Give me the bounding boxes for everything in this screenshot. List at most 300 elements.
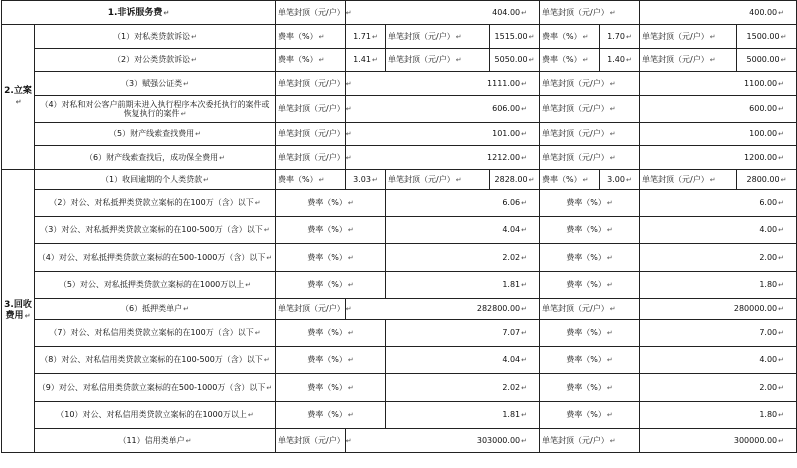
right-label-cell <box>540 1 640 25</box>
paragraph-mark-icon: ↵ <box>521 199 527 207</box>
paragraph-mark-icon: ↵ <box>609 8 616 17</box>
table-row <box>2 146 797 170</box>
left-label-cell-text: 单笔封顶（元/户） <box>278 152 345 162</box>
left-cap-cell-text: 5050.00 <box>494 55 528 64</box>
left-rate-cell <box>386 190 540 217</box>
left-rate-label-cell-text: 费率（%） <box>307 410 347 419</box>
paragraph-mark-icon: ↵ <box>780 32 787 41</box>
left-value-cell <box>346 72 540 96</box>
item-name-cell <box>35 96 276 123</box>
paragraph-mark-icon: ↵ <box>318 175 325 184</box>
right-label-cell <box>540 96 640 123</box>
item-name-cell <box>35 374 276 402</box>
left-rate-cell-text: 2.02 <box>502 252 521 262</box>
paragraph-mark-icon: ↵ <box>609 105 616 113</box>
left-rate-label-cell <box>276 347 386 374</box>
paragraph-mark-icon: ↵ <box>778 253 785 262</box>
left-rate-label-cell <box>276 25 346 49</box>
item-name-cell <box>35 429 276 453</box>
item-name-cell-text: （11）信用类单户 <box>118 435 185 445</box>
paragraph-mark-icon: ↵ <box>780 175 787 184</box>
left-value-cell-text: 303000.00 <box>476 435 521 445</box>
left-rate-cell <box>346 49 386 72</box>
right-cap-cell <box>737 170 797 190</box>
right-rate-label-cell <box>540 374 640 402</box>
paragraph-mark-icon: ↵ <box>778 329 785 337</box>
left-label-cell <box>276 123 352 146</box>
right-rate-label-cell-text: 费率（%） <box>566 382 606 392</box>
paragraph-mark-icon: ↵ <box>606 226 613 234</box>
right-rate-cell <box>640 320 797 347</box>
paragraph-mark-icon: ↵ <box>709 56 716 64</box>
item-name-cell <box>35 320 276 347</box>
item-name-cell <box>35 25 276 49</box>
paragraph-mark-icon: ↵ <box>245 281 252 289</box>
right-rate-cell <box>640 244 797 272</box>
left-rate-label-cell <box>276 402 386 429</box>
left-value-cell-text: 101.00 <box>492 129 521 138</box>
item-name-cell-text: （3）对公、对私抵押类贷款立案标的在100-500万（含）以下 <box>40 225 263 234</box>
paragraph-mark-icon: ↵ <box>347 281 354 289</box>
right-rate-cell-text: 6.00 <box>759 198 778 207</box>
item-name-cell <box>35 72 276 96</box>
left-rate-label-cell <box>276 49 346 72</box>
left-label-cell <box>276 299 352 320</box>
left-rate-cell-text: 1.71 <box>353 31 371 41</box>
table-row <box>2 347 797 374</box>
left-label-cell-text: 单笔封顶（元/户） <box>278 104 345 113</box>
item-name-cell-text: （3）赋强公证类 <box>121 78 183 88</box>
item-name-cell-text: （9）对公、对私信用类贷款立案标的在500-1000万（含）以下 <box>37 382 266 392</box>
paragraph-mark-icon: ↵ <box>219 153 225 162</box>
left-cap-label-cell-text: 单笔封顶（元/户） <box>388 174 455 184</box>
right-rate-label-cell-text: 费率（%） <box>542 174 582 184</box>
right-rate-label-cell-text: 费率（%） <box>542 55 582 64</box>
paragraph-mark-icon: ↵ <box>24 312 31 320</box>
paragraph-mark-icon: ↵ <box>15 98 22 106</box>
left-value-cell <box>346 299 540 320</box>
paragraph-mark-icon: ↵ <box>455 175 462 184</box>
right-value-cell <box>640 146 797 170</box>
paragraph-mark-icon: ↵ <box>318 32 325 41</box>
right-label-cell <box>540 429 640 453</box>
item-name-cell-text: （10）对公、对私信用类贷款立案标的在1000万以上 <box>56 410 247 419</box>
paragraph-mark-icon: ↵ <box>347 383 354 392</box>
left-rate-label-cell <box>276 190 386 217</box>
item-name-cell <box>35 272 276 299</box>
paragraph-mark-icon: ↵ <box>191 56 197 64</box>
left-rate-label-cell-text: 费率（%） <box>307 355 347 364</box>
paragraph-mark-icon: ↵ <box>455 56 462 64</box>
paragraph-mark-icon: ↵ <box>347 329 354 337</box>
group-3-label <box>2 170 35 453</box>
left-rate-label-cell-text: 费率（%） <box>278 174 318 184</box>
right-rate-cell <box>640 347 797 374</box>
paragraph-mark-icon: ↵ <box>609 436 616 445</box>
left-label-cell <box>276 1 352 25</box>
paragraph-mark-icon: ↵ <box>371 32 378 41</box>
table-row <box>2 299 797 320</box>
left-label-cell-text: 单笔封顶（元/户） <box>278 7 345 17</box>
paragraph-mark-icon: ↵ <box>521 281 527 289</box>
paragraph-mark-icon: ↵ <box>778 383 785 392</box>
right-rate-label-cell <box>540 170 600 190</box>
paragraph-mark-icon: ↵ <box>609 79 616 88</box>
right-cap-cell <box>737 25 797 49</box>
item-name-cell <box>35 146 276 170</box>
table-row <box>2 429 797 453</box>
paragraph-mark-icon: ↵ <box>606 383 613 392</box>
table-row <box>2 170 797 190</box>
paragraph-mark-icon: ↵ <box>606 411 613 419</box>
paragraph-mark-icon: ↵ <box>521 383 527 392</box>
left-rate-label-cell <box>276 272 386 299</box>
left-label-cell <box>276 96 352 123</box>
left-label-cell <box>276 429 352 453</box>
left-rate-label-cell-text: 费率（%） <box>307 328 347 337</box>
right-cap-cell-text: 1500.00 <box>746 31 780 41</box>
paragraph-mark-icon: ↵ <box>521 253 527 262</box>
right-rate-label-cell-text: 费率（%） <box>566 225 606 234</box>
paragraph-mark-icon: ↵ <box>347 253 354 262</box>
left-rate-label-cell-text: 费率（%） <box>307 252 347 262</box>
left-cap-cell <box>490 49 540 72</box>
paragraph-mark-icon: ↵ <box>521 356 527 364</box>
item-name-cell-text: （4）对公、对私抵押类贷款立案标的在500-1000万（含）以下 <box>37 252 266 262</box>
right-label-cell-text: 单笔封顶（元/户） <box>542 129 609 138</box>
right-rate-cell <box>600 170 640 190</box>
paragraph-mark-icon: ↵ <box>263 226 270 234</box>
left-value-cell-text: 404.00 <box>492 7 521 17</box>
right-rate-cell-text: 2.00 <box>759 252 778 262</box>
right-value-cell-text: 100.00 <box>749 129 778 138</box>
paragraph-mark-icon: ↵ <box>521 436 527 445</box>
right-value-cell-text: 280000.00 <box>733 304 778 313</box>
left-rate-label-cell <box>276 320 386 347</box>
left-rate-label-cell-text: 费率（%） <box>307 382 347 392</box>
item-name-cell <box>35 299 276 320</box>
table-row <box>2 217 797 244</box>
paragraph-mark-icon: ↵ <box>345 130 352 138</box>
right-rate-cell <box>640 190 797 217</box>
left-label-cell-text: 单笔封顶（元/户） <box>278 78 345 88</box>
paragraph-mark-icon: ↵ <box>521 411 527 419</box>
right-rate-label-cell-text: 费率（%） <box>566 410 606 419</box>
right-label-cell-text: 单笔封顶（元/户） <box>542 78 609 88</box>
group-2-label <box>2 25 35 170</box>
fee-table <box>1 0 797 453</box>
paragraph-mark-icon: ↵ <box>778 153 785 162</box>
paragraph-mark-icon: ↵ <box>606 356 613 364</box>
item-name-cell-text: （5）财产线索查找费用 <box>109 129 195 138</box>
left-rate-label-cell-text: 费率（%） <box>278 55 318 64</box>
paragraph-mark-icon: ↵ <box>266 253 273 262</box>
table-row <box>2 190 797 217</box>
right-cap-cell <box>737 49 797 72</box>
table-row <box>2 49 797 72</box>
paragraph-mark-icon: ↵ <box>709 175 716 184</box>
paragraph-mark-icon: ↵ <box>371 175 378 184</box>
right-rate-cell-text: 1.80 <box>759 410 778 419</box>
right-rate-cell <box>640 374 797 402</box>
left-label-cell-text: 单笔封顶（元/户） <box>278 304 345 313</box>
paragraph-mark-icon: ↵ <box>347 411 354 419</box>
left-cap-label-cell <box>386 49 490 72</box>
right-label-cell <box>540 72 640 96</box>
left-rate-label-cell-text: 费率（%） <box>307 225 347 234</box>
left-value-cell <box>346 1 540 25</box>
item-name-cell-text: （8）对公、对私信用类贷款立案标的在100-500万（含）以下 <box>40 355 263 364</box>
paragraph-mark-icon: ↵ <box>345 153 352 162</box>
right-rate-label-cell <box>540 217 640 244</box>
item-name-cell <box>35 402 276 429</box>
item-name-cell-text: （1）收回逾期的个人类贷款 <box>101 174 203 184</box>
paragraph-mark-icon: ↵ <box>606 199 613 207</box>
paragraph-mark-icon: ↵ <box>521 226 527 234</box>
paragraph-mark-icon: ↵ <box>318 56 325 64</box>
right-value-cell-text: 300000.00 <box>733 435 778 445</box>
paragraph-mark-icon: ↵ <box>455 32 462 41</box>
paragraph-mark-icon: ↵ <box>609 153 616 162</box>
group-3-label-text: 3.回收费用 <box>4 300 32 321</box>
left-rate-cell <box>386 374 540 402</box>
paragraph-mark-icon: ↵ <box>606 329 613 337</box>
paragraph-mark-icon: ↵ <box>521 105 527 113</box>
right-rate-cell-text: 4.00 <box>759 225 778 234</box>
right-cap-cell-text: 2800.00 <box>746 174 780 184</box>
item-name-cell-text: （7）对公、对私信用类贷款立案标的在100万（含）以下 <box>49 328 254 337</box>
left-value-cell <box>346 96 540 123</box>
right-cap-label-cell <box>640 170 737 190</box>
paragraph-mark-icon: ↵ <box>371 56 378 64</box>
paragraph-mark-icon: ↵ <box>191 32 197 41</box>
item-name-cell-text: （2）对公类贷款诉讼 <box>113 55 191 64</box>
left-rate-cell <box>386 320 540 347</box>
right-label-cell <box>540 146 640 170</box>
paragraph-mark-icon: ↵ <box>345 105 352 113</box>
left-cap-label-cell-text: 单笔封顶（元/户） <box>388 31 455 41</box>
right-rate-label-cell <box>540 347 640 374</box>
left-cap-cell <box>490 170 540 190</box>
paragraph-mark-icon: ↵ <box>266 383 273 392</box>
right-rate-label-cell <box>540 320 640 347</box>
right-rate-cell <box>600 25 640 49</box>
item-name-cell-text: （6）抵押类单户 <box>121 304 183 313</box>
right-cap-label-cell <box>640 49 737 72</box>
paragraph-mark-icon: ↵ <box>528 32 535 41</box>
right-rate-label-cell-text: 费率（%） <box>566 252 606 262</box>
paragraph-mark-icon: ↵ <box>254 199 261 207</box>
left-value-cell <box>346 429 540 453</box>
right-label-cell-text: 单笔封顶（元/户） <box>542 435 609 445</box>
paragraph-mark-icon: ↵ <box>185 436 192 445</box>
left-value-cell-text: 282800.00 <box>476 304 521 313</box>
right-value-cell <box>640 96 797 123</box>
left-cap-cell <box>490 25 540 49</box>
left-rate-cell <box>386 244 540 272</box>
left-label-cell-text: 单笔封顶（元/户） <box>278 129 345 138</box>
right-rate-label-cell-text: 费率（%） <box>566 198 606 207</box>
item-name-cell-text: （6）财产线索查找后，成功保全费用 <box>85 152 219 162</box>
right-rate-label-cell-text: 费率（%） <box>566 355 606 364</box>
right-rate-cell <box>640 402 797 429</box>
item-name-cell <box>35 170 276 190</box>
left-value-cell-text: 606.00 <box>492 104 521 113</box>
paragraph-mark-icon: ↵ <box>254 329 261 337</box>
right-value-cell-text: 600.00 <box>749 104 778 113</box>
right-value-cell <box>640 1 797 25</box>
paragraph-mark-icon: ↵ <box>778 226 785 234</box>
right-cap-label-cell <box>640 25 737 49</box>
right-rate-label-cell <box>540 244 640 272</box>
paragraph-mark-icon: ↵ <box>778 8 785 17</box>
item-name-cell <box>35 217 276 244</box>
left-rate-cell-text: 7.07 <box>502 328 521 337</box>
right-cap-label-cell-text: 单笔封顶（元/户） <box>642 55 709 64</box>
table-row <box>2 1 797 25</box>
left-rate-label-cell-text: 费率（%） <box>307 280 347 289</box>
right-value-cell <box>640 429 797 453</box>
right-rate-cell-text: 1.80 <box>759 280 778 289</box>
left-cap-cell-text: 2828.00 <box>494 174 528 184</box>
table-row <box>2 25 797 49</box>
paragraph-mark-icon: ↵ <box>780 56 787 64</box>
table-row <box>2 402 797 429</box>
right-rate-label-cell-text: 费率（%） <box>566 280 606 289</box>
left-rate-label-cell <box>276 170 346 190</box>
paragraph-mark-icon: ↵ <box>345 79 352 88</box>
left-rate-label-cell <box>276 244 386 272</box>
item-name-cell <box>35 347 276 374</box>
paragraph-mark-icon: ↵ <box>609 130 616 138</box>
paragraph-mark-icon: ↵ <box>521 8 527 17</box>
table-row <box>2 374 797 402</box>
paragraph-mark-icon: ↵ <box>778 436 785 445</box>
left-cap-label-cell <box>386 170 490 190</box>
paragraph-mark-icon: ↵ <box>778 411 785 419</box>
table-row <box>2 123 797 146</box>
paragraph-mark-icon: ↵ <box>521 305 527 313</box>
paragraph-mark-icon: ↵ <box>778 305 785 313</box>
paragraph-mark-icon: ↵ <box>625 32 632 41</box>
right-rate-label-cell-text: 费率（%） <box>566 328 606 337</box>
left-cap-label-cell-text: 单笔封顶（元/户） <box>388 55 455 64</box>
paragraph-mark-icon: ↵ <box>345 8 352 17</box>
paragraph-mark-icon: ↵ <box>521 130 527 138</box>
left-rate-cell <box>346 170 386 190</box>
right-rate-cell-text: 4.00 <box>759 355 778 364</box>
paragraph-mark-icon: ↵ <box>582 175 589 184</box>
item-name-cell <box>35 49 276 72</box>
left-rate-cell <box>346 25 386 49</box>
left-value-cell-text: 1111.00 <box>487 78 521 88</box>
item-name-cell-text: （1）对私类贷款诉讼 <box>113 31 191 41</box>
paragraph-mark-icon: ↵ <box>183 79 189 88</box>
table-row <box>2 272 797 299</box>
item-name-cell-text: （4）对私和对公客户前期未进入执行程序本次委托执行的案件或恢复执行的案件 <box>40 99 270 118</box>
left-value-cell-text: 1212.00 <box>487 152 521 162</box>
left-rate-label-cell-text: 费率（%） <box>307 198 347 207</box>
table-row <box>2 244 797 272</box>
right-rate-label-cell <box>540 402 640 429</box>
left-cap-label-cell <box>386 25 490 49</box>
paragraph-mark-icon: ↵ <box>609 305 616 313</box>
paragraph-mark-icon: ↵ <box>521 329 527 337</box>
left-value-cell <box>346 123 540 146</box>
left-rate-cell-text: 1.81 <box>502 410 521 419</box>
paragraph-mark-icon: ↵ <box>180 109 187 118</box>
right-rate-cell <box>640 217 797 244</box>
paragraph-mark-icon: ↵ <box>347 356 354 364</box>
left-rate-cell <box>386 272 540 299</box>
right-label-cell-text: 单笔封顶（元/户） <box>542 104 609 113</box>
item-name-cell <box>35 244 276 272</box>
right-label-cell-text: 单笔封顶（元/户） <box>542 304 609 313</box>
left-rate-cell <box>386 217 540 244</box>
item-name-cell <box>35 190 276 217</box>
paragraph-mark-icon: ↵ <box>345 305 352 313</box>
paragraph-mark-icon: ↵ <box>606 281 613 289</box>
left-label-cell <box>276 146 352 170</box>
paragraph-mark-icon: ↵ <box>778 130 785 138</box>
right-label-cell-text: 单笔封顶（元/户） <box>542 152 609 162</box>
paragraph-mark-icon: ↵ <box>778 199 785 207</box>
right-value-cell <box>640 123 797 146</box>
left-cap-cell-text: 1515.00 <box>494 31 528 41</box>
left-rate-cell-text: 1.81 <box>502 280 521 289</box>
paragraph-mark-icon: ↵ <box>247 411 254 419</box>
item-name-cell <box>35 123 276 146</box>
item-name-cell-text: （2）对公、对私抵押类贷款立案标的在100万（含）以下 <box>49 198 254 207</box>
left-rate-label-cell-text: 费率（%） <box>278 31 318 41</box>
right-cap-cell-text: 5000.00 <box>746 55 780 64</box>
left-value-cell <box>346 146 540 170</box>
left-rate-label-cell <box>276 374 386 402</box>
paragraph-mark-icon: ↵ <box>778 105 785 113</box>
right-value-cell-text: 400.00 <box>749 7 778 17</box>
right-rate-label-cell <box>540 25 600 49</box>
left-rate-cell-text: 6.06 <box>502 198 521 207</box>
right-rate-label-cell <box>540 272 640 299</box>
table-row <box>2 320 797 347</box>
right-rate-label-cell <box>540 49 600 72</box>
right-label-cell-text: 单笔封顶（元/户） <box>542 7 609 17</box>
paragraph-mark-icon: ↵ <box>582 32 589 41</box>
left-rate-cell-text: 1.41 <box>353 55 371 64</box>
group-2-label-text: 2.立案 <box>4 86 32 96</box>
paragraph-mark-icon: ↵ <box>347 199 354 207</box>
left-rate-cell <box>386 402 540 429</box>
right-label-cell <box>540 299 640 320</box>
paragraph-mark-icon: ↵ <box>183 305 189 313</box>
right-rate-cell-text: 1.70 <box>607 31 625 41</box>
paragraph-mark-icon: ↵ <box>528 56 535 64</box>
left-label-cell <box>276 72 352 96</box>
paragraph-mark-icon: ↵ <box>528 175 535 184</box>
right-value-cell-text: 1100.00 <box>744 78 778 88</box>
paragraph-mark-icon: ↵ <box>778 79 785 88</box>
table-row <box>2 72 797 96</box>
paragraph-mark-icon: ↵ <box>347 226 354 234</box>
right-rate-cell <box>640 272 797 299</box>
section-1-title-text: 1.非诉服务费 <box>107 7 163 18</box>
right-value-cell-text: 1200.00 <box>744 152 778 162</box>
table-row <box>2 96 797 123</box>
paragraph-mark-icon: ↵ <box>709 32 716 41</box>
left-rate-cell-text: 4.04 <box>502 355 521 364</box>
item-name-cell-text: （5）对公、对私抵押类贷款立案标的在1000万以上 <box>58 280 245 289</box>
paragraph-mark-icon: ↵ <box>521 79 527 88</box>
